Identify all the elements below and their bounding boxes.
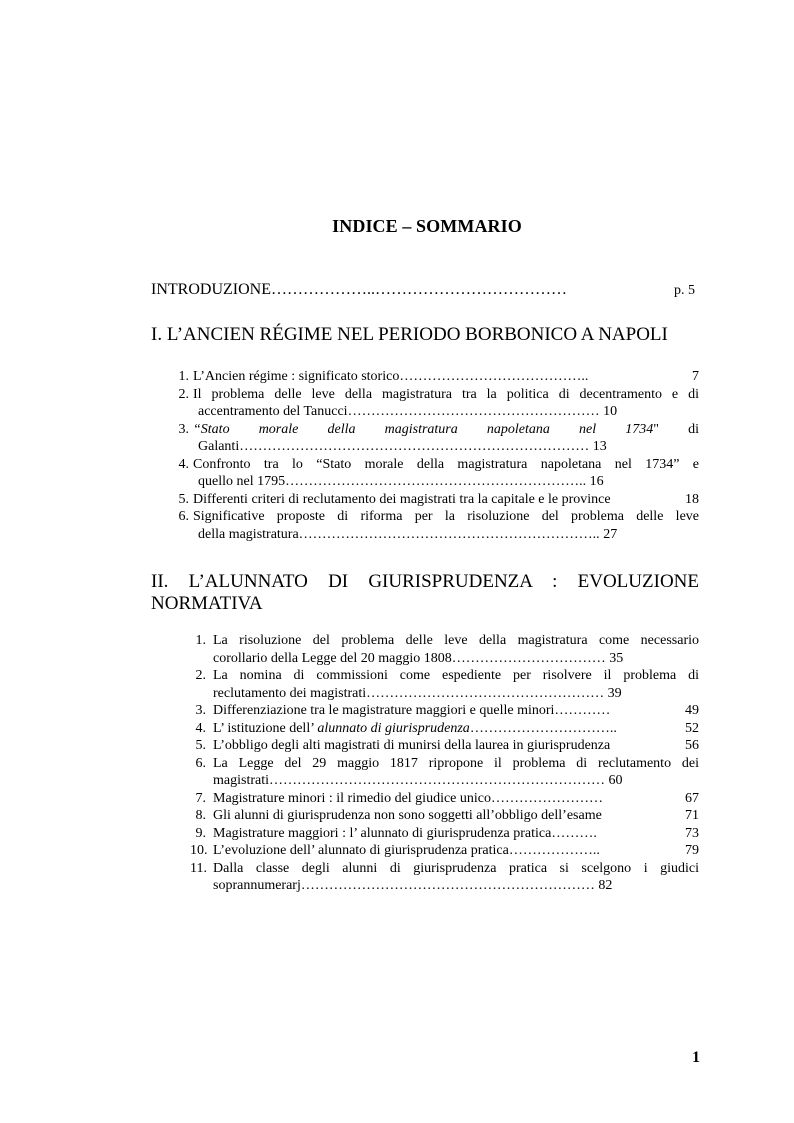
- entry-title: Gli alunni di giurisprudenza non sono soggetti all’obbligo dell’esame: [213, 808, 602, 823]
- entry-page: 10: [603, 404, 618, 419]
- entry-page: 18: [685, 491, 699, 507]
- entry-title: Il problema delle leve della magistratura tra la politica di decentramento e di: [193, 386, 699, 402]
- toc-entry: [174, 508, 699, 543]
- entry-title: Differenti criteri di reclutamento dei magistrati tra la capitale e le province: [193, 491, 611, 507]
- toc-entry: [190, 667, 699, 702]
- entry-title: L’evoluzione dell’ alunnato di giurisprudenza pratica………………..: [213, 843, 600, 858]
- entry-number: 2.: [178, 386, 189, 402]
- toc-introduction: [151, 281, 695, 299]
- entry-page: 49: [685, 703, 699, 718]
- entry-number: 4.: [195, 720, 206, 736]
- entry-page: 16: [589, 474, 604, 489]
- entry-title-cont: reclutamento dei magistrati……………………………………………: [213, 685, 605, 701]
- entry-number: 3.: [178, 421, 189, 437]
- entry-number: 6.: [178, 509, 189, 524]
- toc-entry: [190, 737, 699, 755]
- entry-number: 1.: [195, 633, 206, 648]
- entry-title-cont: Galanti…………………………………………………………………: [198, 439, 590, 454]
- entry-title: La Legge del 29 maggio 1817 ripropone il problema di reclutamento dei: [213, 755, 699, 771]
- entry-page: 67: [685, 790, 699, 806]
- toc-entry: [174, 491, 699, 509]
- entry-number: 7.: [195, 790, 206, 806]
- entry-title: L’Ancien régime : significato storico…………………………………..: [193, 369, 589, 384]
- toc-entry: [190, 860, 699, 895]
- toc-entry: [190, 720, 699, 738]
- entry-number: 3.: [195, 703, 206, 718]
- entry-number: 6.: [195, 755, 206, 771]
- entry-page: 52: [685, 720, 699, 736]
- toc-entry: [174, 421, 699, 456]
- page-title: INDICE – SOMMARIO: [332, 216, 522, 236]
- entry-title-cont: soprannumerarj………………………………………………………: [213, 878, 595, 893]
- entry-page: 39: [607, 685, 622, 701]
- entry-title-cont: della magistratura………………………………………………………..: [198, 526, 600, 542]
- intro-leader-dots: ………………..………………………………: [270, 281, 567, 298]
- entry-title-cont: accentramento del Tanucci………………………………………………: [198, 404, 600, 419]
- entry-title: Dalla classe degli alunni di giurisprudenza pratica si scelgono i giudici: [213, 860, 699, 876]
- entry-page: 71: [685, 808, 699, 823]
- intro-page: p. 5: [674, 283, 695, 298]
- entry-title: L’ istituzione dell’: [213, 720, 318, 736]
- entry-page: 27: [603, 526, 618, 542]
- toc-entry: [190, 842, 699, 860]
- section-2-list: [190, 632, 699, 895]
- entry-title: La risoluzione del problema delle leve della magistratura come necessario: [213, 633, 699, 648]
- entry-page: 82: [598, 878, 613, 893]
- toc-entry: [190, 702, 699, 720]
- entry-title: La nomina di commissioni come espediente per risolvere il problema di: [213, 668, 699, 683]
- toc-entry: [190, 790, 699, 808]
- entry-title-italic: alunnato di giurisprudenza: [317, 720, 470, 736]
- entry-title: Magistrature maggiori : l’ alunnato di giurisprudenza pratica……….: [213, 825, 597, 841]
- entry-title-cont: magistrati………………………………………………………………: [213, 773, 605, 788]
- intro-label: INTRODUZIONE: [151, 281, 271, 298]
- section-1-list: [174, 368, 699, 543]
- toc-entry: [174, 456, 699, 491]
- entry-page: 7: [692, 369, 699, 384]
- entry-title: Significative proposte di riforma per la risoluzione del problema delle leve: [193, 509, 699, 524]
- entry-number: 4.: [178, 456, 189, 472]
- entry-title: Confronto tra lo “Stato morale della magistratura napoletana nel 1734” e: [193, 456, 699, 472]
- section-2-heading: II. L’ALUNNATO DI GIURISPRUDENZA : EVOLUZIONE NORMATIVA: [151, 571, 699, 614]
- entry-page: 35: [609, 650, 624, 666]
- entry-page: 60: [608, 773, 623, 788]
- entry-title: Differenziazione tra le magistrature maggiori e quelle minori…………: [213, 703, 611, 718]
- page-number: 1: [692, 1049, 700, 1066]
- section-1-heading: I. L’ANCIEN RÉGIME NEL PERIODO BORBONICO A NAPOLI: [151, 324, 668, 345]
- entry-leader-dots: …………………………..: [469, 720, 617, 736]
- entry-title-cont: corollario della Legge del 20 maggio 1808……………………………: [213, 650, 606, 666]
- entry-page: 79: [685, 843, 699, 858]
- entry-title-italic: “Stato morale della magistratura napoletana nel 1734: [193, 421, 654, 437]
- entry-title: " di: [653, 421, 699, 437]
- entry-number: 9.: [195, 825, 206, 841]
- entry-number: 11.: [190, 860, 207, 876]
- entry-number: 5.: [178, 491, 189, 507]
- entry-title: Magistrature minori : il rimedio del giudice unico……………………: [213, 790, 603, 806]
- entry-number: 8.: [195, 808, 206, 823]
- toc-entry: [174, 386, 699, 421]
- toc-entry: [190, 825, 699, 843]
- toc-entry: [174, 368, 699, 386]
- toc-entry: [190, 755, 699, 790]
- entry-page: 56: [685, 738, 699, 753]
- toc-entry: [190, 632, 699, 667]
- entry-number: 10.: [190, 843, 208, 858]
- entry-number: 5.: [195, 738, 206, 753]
- entry-number: 2.: [195, 668, 206, 683]
- entry-page: 13: [592, 439, 607, 454]
- entry-number: 1.: [178, 369, 189, 384]
- entry-title: L’obbligo degli alti magistrati di munirsi della laurea in giurisprudenza: [213, 738, 611, 753]
- entry-page: 73: [685, 825, 699, 841]
- entry-title-cont: quello nel 1795………………………………………………………..: [198, 474, 587, 489]
- toc-entry: [190, 807, 699, 825]
